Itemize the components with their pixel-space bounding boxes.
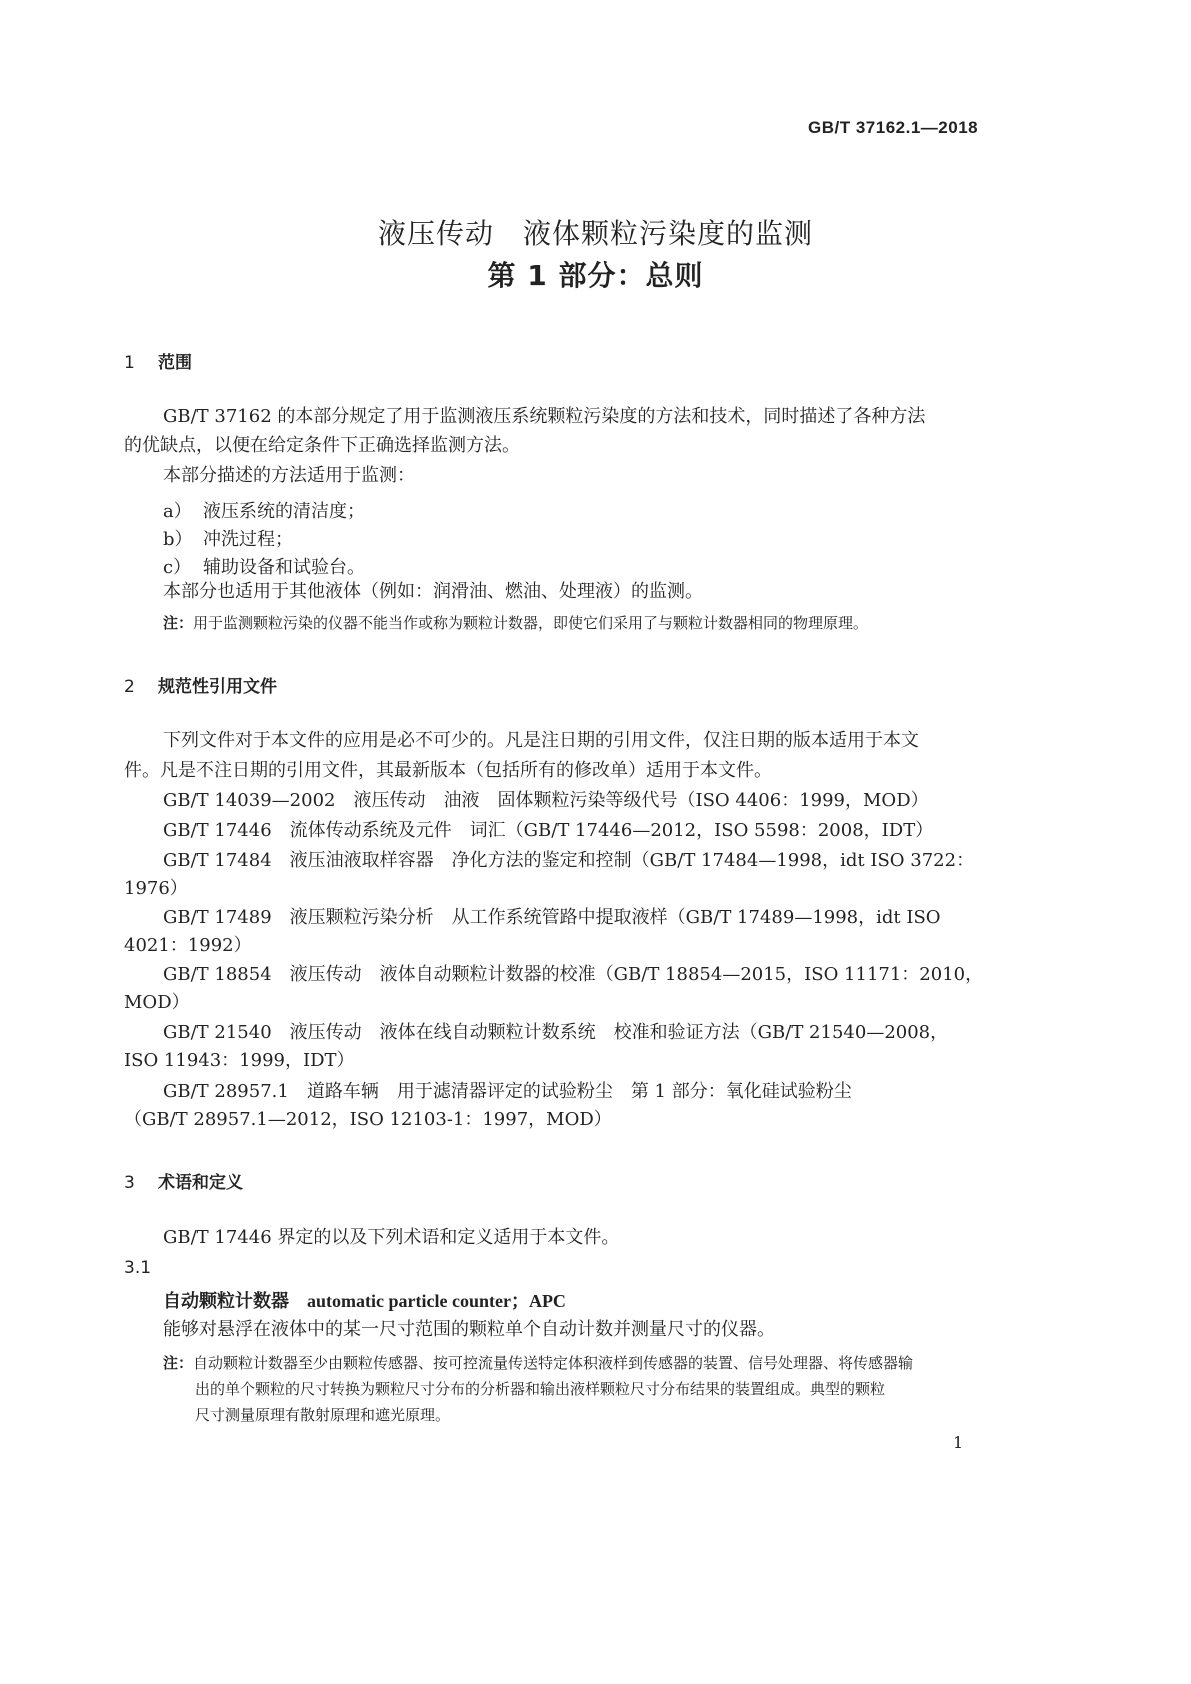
section-3-heading — [124, 1168, 243, 1193]
paragraph: 件。凡是不注日期的引用文件，其最新版本（包括所有的修改单）适用于本文件。 — [124, 760, 772, 781]
paragraph: 下列文件对于本文件的应用是必不可少的。凡是注日期的引用文件，仅注日期的版本适用于本文 — [163, 730, 919, 751]
reference-cont: ISO 11943：1999，IDT） — [124, 1050, 355, 1071]
reference-cont: MOD） — [124, 992, 190, 1013]
term-name-zh: 自动颗粒计数器 — [163, 1291, 289, 1312]
section-number: 3 — [124, 1173, 135, 1193]
section-title: 术语和定义 — [158, 1173, 243, 1193]
reference-cont: 4021：1992） — [124, 935, 252, 956]
reference: GB/T 28957.1 道路车辆 用于滤清器评定的试验粉尘 第 1 部分：氧化硅试验粉尘 — [163, 1081, 852, 1102]
paragraph: 本部分也适用于其他液体（例如：润滑油、燃油、处理液）的监测。 — [163, 581, 703, 602]
section-number: 2 — [124, 677, 135, 697]
term-number: 3.1 — [124, 1258, 152, 1278]
reference-cont: （GB/T 28957.1—2012，ISO 12103-1：1997，MOD） — [124, 1109, 612, 1130]
paragraph: GB/T 37162 的本部分规定了用于监测液压系统颗粒污染度的方法和技术，同时描述了各种方法 — [163, 406, 926, 427]
reference: GB/T 18854 液压传动 液体自动颗粒计数器的校准（GB/T 18854—2015，ISO 11171：2010， — [163, 964, 984, 985]
reference: GB/T 21540 液压传动 液体在线自动颗粒计数系统 校准和验证方法（GB/T 21540—2008， — [163, 1022, 949, 1043]
paragraph: 的优缺点，以便在给定条件下正确选择监测方法。 — [124, 435, 520, 456]
standard-code: GB/T 37162.1—2018 — [808, 118, 979, 137]
list-item: c） 辅助设备和试验台。 — [163, 557, 365, 578]
term-note: 注：自动颗粒计数器至少由颗粒传感器、按可控流量传送特定体积液样到传感器的装置、信号处理器、将传感器输 — [163, 1354, 914, 1372]
list-item: a） 液压系统的清洁度； — [163, 501, 365, 522]
term-note-cont: 出的单个颗粒的尺寸转换为颗粒尺寸分布的分析器和输出液样颗粒尺寸分布结果的装置组成。典型的颗粒 — [195, 1380, 886, 1398]
reference: GB/T 17446 流体传动系统及元件 词汇（GB/T 17446—2012，ISO 5598：2008，IDT） — [163, 820, 934, 841]
section-1-heading — [124, 348, 192, 373]
section-number: 1 — [124, 353, 135, 373]
term-note-cont: 尺寸测量原理有散射原理和遮光原理。 — [195, 1406, 451, 1424]
paragraph: 本部分描述的方法适用于监测： — [163, 465, 415, 486]
paragraph: GB/T 17446 界定的以及下列术语和定义适用于本文件。 — [163, 1227, 620, 1248]
list-item: b） 冲洗过程； — [163, 529, 293, 550]
term-definition: 能够对悬浮在液体中的某一尺寸范围的颗粒单个自动计数并测量尺寸的仪器。 — [163, 1319, 775, 1340]
reference: GB/T 17484 液压油液取样容器 净化方法的鉴定和控制（GB/T 17484—1998，idt ISO 3722： — [163, 850, 975, 871]
section-2-heading — [124, 672, 277, 697]
term-name — [163, 1287, 566, 1313]
note: 注：用于监测颗粒污染的仪器不能当作或称为颗粒计数器，即使它们采用了与颗粒计数器相同的物理原理。 — [163, 614, 869, 632]
document-subtitle: 第 1 部分：总则 — [487, 259, 704, 292]
reference: GB/T 17489 液压颗粒污染分析 从工作系统管路中提取液样（GB/T 17489—1998，idt ISO — [163, 907, 941, 928]
section-title: 范围 — [158, 353, 192, 373]
section-title: 规范性引用文件 — [158, 677, 277, 697]
reference: GB/T 14039—2002 液压传动 油液 固体颗粒污染等级代号（ISO 4406：1999，MOD） — [163, 790, 929, 811]
document-title: 液压传动 液体颗粒污染度的监测 — [377, 217, 813, 250]
term-name-en: automatic particle counter；APC — [307, 1291, 566, 1311]
reference-cont: 1976） — [124, 878, 188, 899]
page-number: 1 — [953, 1433, 964, 1452]
